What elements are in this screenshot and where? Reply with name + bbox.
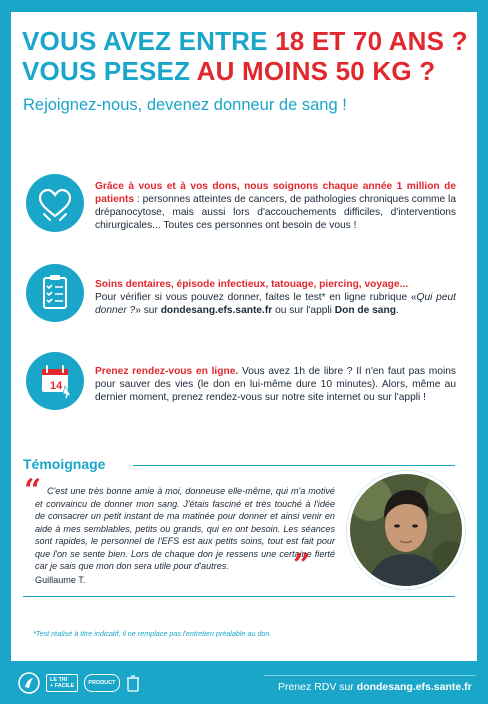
- testimonial-quote-text: C'est une très bonne amie à moi, donneuse elle-même, qui m'a motivé et convaincu de donner mon sang. J'étais fasciné et très touché à l'idée de consacrer un petit instant de ma matinée pour donner et ainsi venir en aide à mes semblables, petits ou grands, qui en ont besoin. Les séances sont rapides, le personnel de l'EFS est aux petits soins, tout est fait pour que l'on se sente bien. Lors de chaque don je ressens une certaine fierté car je sais que mon don sera utile pour d'autres.: [35, 486, 335, 571]
- triman-logo-line2: + FACILE: [50, 683, 75, 689]
- block-patients-highlight: Grâce à vous et à vos dons, nous soignons chaque année 1 million de patients: [95, 181, 456, 205]
- headline-line1-prefix: VOUS AVEZ ENTRE: [22, 26, 276, 56]
- triman-logo: [46, 674, 78, 692]
- block-appointment-highlight: Prenez rendez-vous en ligne.: [95, 366, 239, 377]
- block-eligibility-italic: Qui peut donner ?: [95, 292, 456, 316]
- block-eligibility-body-3: ou sur l'appli: [272, 305, 335, 316]
- block-patients-text: [95, 180, 456, 232]
- block-eligibility-highlight: Soins dentaires, épisode infectieux, tatouage, piercing, voyage...: [95, 279, 409, 290]
- tagline: Rejoignez-nous, devenez donneur de sang !: [23, 96, 347, 114]
- block-eligibility-body-1: Pour vérifier si vous pouvez donner, faites le test* en ligne rubrique «: [95, 292, 417, 303]
- block-eligibility-text: [95, 278, 456, 317]
- product-logo: [84, 674, 119, 692]
- footer-divider: [264, 675, 476, 676]
- headline-line1-highlight: 18 ET 70 ANS ?: [275, 26, 468, 56]
- website-link[interactable]: dondesang.efs.sante.fr: [160, 305, 273, 316]
- efs-logo-icon: [18, 672, 40, 694]
- recycle-bin-icon: [126, 674, 140, 692]
- testimonial-quote: [35, 485, 335, 573]
- triman-logo-line1: LE TRI: [50, 677, 68, 683]
- product-logo-line1: PRODUCT: [88, 680, 116, 686]
- heart-hands-icon: [26, 174, 84, 232]
- footnote: *Test réalisé à titre indicatif, il ne remplace pas l'entretien préalable au don.: [33, 629, 272, 638]
- block-appointment-text: [95, 365, 456, 404]
- footer-cta-prefix: Prenez RDV sur: [278, 681, 357, 693]
- app-name: Don de sang: [334, 305, 396, 316]
- block-eligibility-body-4: .: [395, 305, 399, 316]
- testimonial-title: Témoignage: [23, 456, 106, 472]
- close-quote-mark: ”: [293, 548, 311, 583]
- calendar-day: 14: [50, 380, 63, 392]
- footer-website-link[interactable]: dondesang.efs.sante.fr: [356, 681, 472, 693]
- checklist-icon: [26, 264, 84, 322]
- headline: [22, 26, 468, 86]
- block-eligibility-body-2: » sur: [135, 305, 161, 316]
- testimonial-bottom-divider: [23, 596, 455, 597]
- headline-line2-prefix: VOUS PESEZ: [22, 56, 197, 86]
- open-quote-mark: “: [24, 473, 42, 508]
- testimonial-author: Guillaume T.: [35, 575, 86, 585]
- block-appointment-body: Vous avez 1h de libre ? Il n'en faut pas moins pour sauver des vies (le don en lui-même dure 10 minutes). Alors, même au dernier moment, prenez rendez-vous sur notre site internet ou sur l'appli !: [95, 366, 456, 403]
- headline-line2-highlight: AU MOINS 50 KG ?: [196, 56, 436, 86]
- testimonial-photo: [347, 471, 465, 589]
- block-patients-body: : personnes atteintes de cancers, de pathologies chroniques comme la drépanocytose, mais aussi lors d'accouchements difficiles, d'interventions chirurgicales... Toutes ces personnes ont besoin de vous !: [95, 194, 456, 231]
- footer-cta: [278, 681, 472, 693]
- testimonial-divider: [133, 465, 455, 466]
- calendar-icon: [26, 352, 84, 410]
- footer-logos: [18, 671, 140, 695]
